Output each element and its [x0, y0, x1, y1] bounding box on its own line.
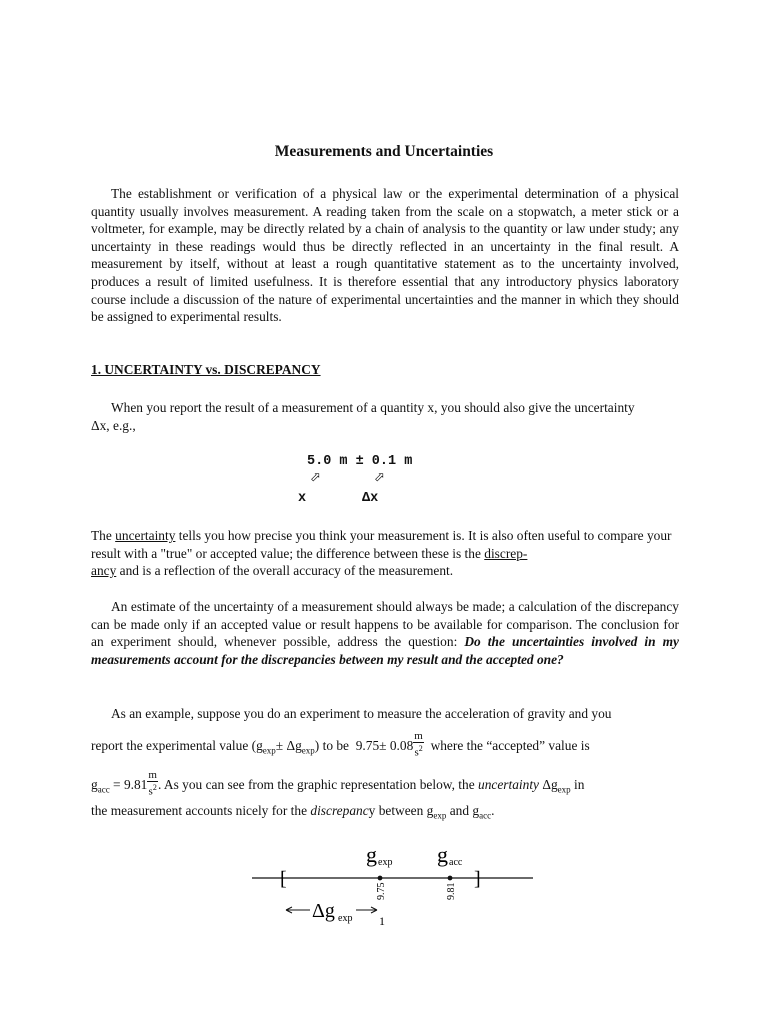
text-run: ± Δg	[275, 737, 302, 753]
subscript-acc: acc	[97, 784, 110, 795]
left-bracket: [	[280, 868, 287, 890]
g-symbol: g	[91, 776, 98, 792]
unit-exponent: 2	[418, 744, 423, 753]
term-discrepancy-cont: ancy	[91, 563, 117, 579]
example-measurement: 5.0 m ± 0.1 m	[307, 454, 413, 469]
unit-numerator: m	[414, 730, 423, 742]
subscript-exp: exp	[301, 745, 315, 756]
subscript-exp: exp	[262, 745, 276, 756]
page-title: Measurements and Uncertainties	[274, 143, 494, 160]
example-dx-label: Δx	[362, 491, 379, 506]
tick-label-acc: 9.81	[446, 882, 457, 900]
g-exp-label: g	[366, 842, 377, 867]
point-acc	[448, 876, 453, 881]
arrow-icon: ⬀	[374, 470, 385, 485]
text-run: An estimate of the uncertainty of a measurement should always be made; a calculation of the discrepancy can be made only if an accepted value or result happens to be available for comparison. The conclusion for an experiment should, whenever possible, address the question:	[91, 599, 679, 650]
term-uncertainty-italic: uncertainty	[478, 776, 539, 792]
g-acc-label: g	[437, 842, 448, 867]
g-acc-subscript: acc	[449, 857, 463, 868]
term-uncertainty: uncertainty	[115, 528, 176, 543]
point-exp	[378, 876, 383, 881]
page-number: 1	[379, 914, 385, 928]
subscript-exp: exp	[433, 810, 447, 821]
subscript-acc: acc	[479, 810, 492, 821]
delta-g-label: Δg	[312, 900, 335, 922]
unit-exponent: 2	[152, 783, 157, 792]
text-run: . As you can see from the graphic representation below, the	[157, 776, 475, 792]
key-question: Do the uncertainties involved in my measurements account for the discrepancies between my result and the accepted one?	[91, 634, 679, 667]
intro-paragraph: The establishment or verification of a physical law or the experimental determination of a physical quantity usually involves measurement. A reading taken from the scale on a stopwatch, a meter stick or a voltmeter, for example, may be directly related by a chain of analysis to the quantity or law under study; any uncertainty in these readings would thus be directly reflected in an uncertainty in the final result. A measurement by itself, without at least a rough quantitative statement as to the uncertainty involved, produces a result of limited usefulness. It is therefore essential that any introductory physics laboratory course include a discussion of the nature of experimental uncertainties and the manner in which they should be assigned to experimental results.	[91, 186, 679, 325]
term-discrepancy-italic: discrepanc	[310, 803, 369, 818]
tick-label-exp: 9.75	[376, 882, 387, 900]
text-run: y between g	[368, 803, 434, 818]
experimental-value: 9.75± 0.08	[355, 737, 414, 753]
text-run: the measurement accounts nicely for the	[91, 803, 308, 818]
paragraph-report: When you report the result of a measurement of a quantity x, you should also give the uncertainty Δx, e.g.,	[91, 400, 635, 433]
term-discrepancy: discrep-	[484, 545, 528, 561]
text-run: in	[574, 776, 585, 792]
text-run: ) to be	[314, 737, 350, 753]
text-run: report the experimental value (	[91, 737, 257, 753]
unit-den-text: s	[148, 785, 153, 798]
text-run: and g	[446, 803, 480, 818]
unit-numerator: m	[148, 769, 157, 781]
example-x-label: x	[298, 491, 307, 506]
right-bracket: ]	[474, 868, 481, 890]
accepted-value: = 9.81	[113, 776, 148, 792]
subscript-exp: exp	[557, 784, 571, 795]
paragraph-example-line1: As an example, suppose you do an experiment to measure the acceleration of gravity and you	[111, 706, 612, 721]
delta-g-symbol: Δg	[542, 776, 558, 792]
text-run: and is a reflection of the overall accuracy of the measurement.	[116, 563, 454, 579]
section-heading: 1. UNCERTAINTY vs. DISCREPANCY	[91, 362, 321, 377]
unit-den-text: s	[414, 746, 419, 759]
text-run: tells you how precise you think your measurement is. It is also often useful to compare your result with a "true" or accepted value; the difference between these is the	[91, 528, 672, 561]
delta-g-subscript: exp	[338, 913, 353, 924]
arrow-icon: ⬀	[310, 470, 321, 485]
g-exp-subscript: exp	[378, 857, 393, 868]
text-run: The	[91, 528, 116, 543]
text-run: .	[491, 803, 495, 818]
g-symbol: g	[256, 737, 263, 753]
text-run: where the “accepted” value is	[430, 737, 590, 753]
